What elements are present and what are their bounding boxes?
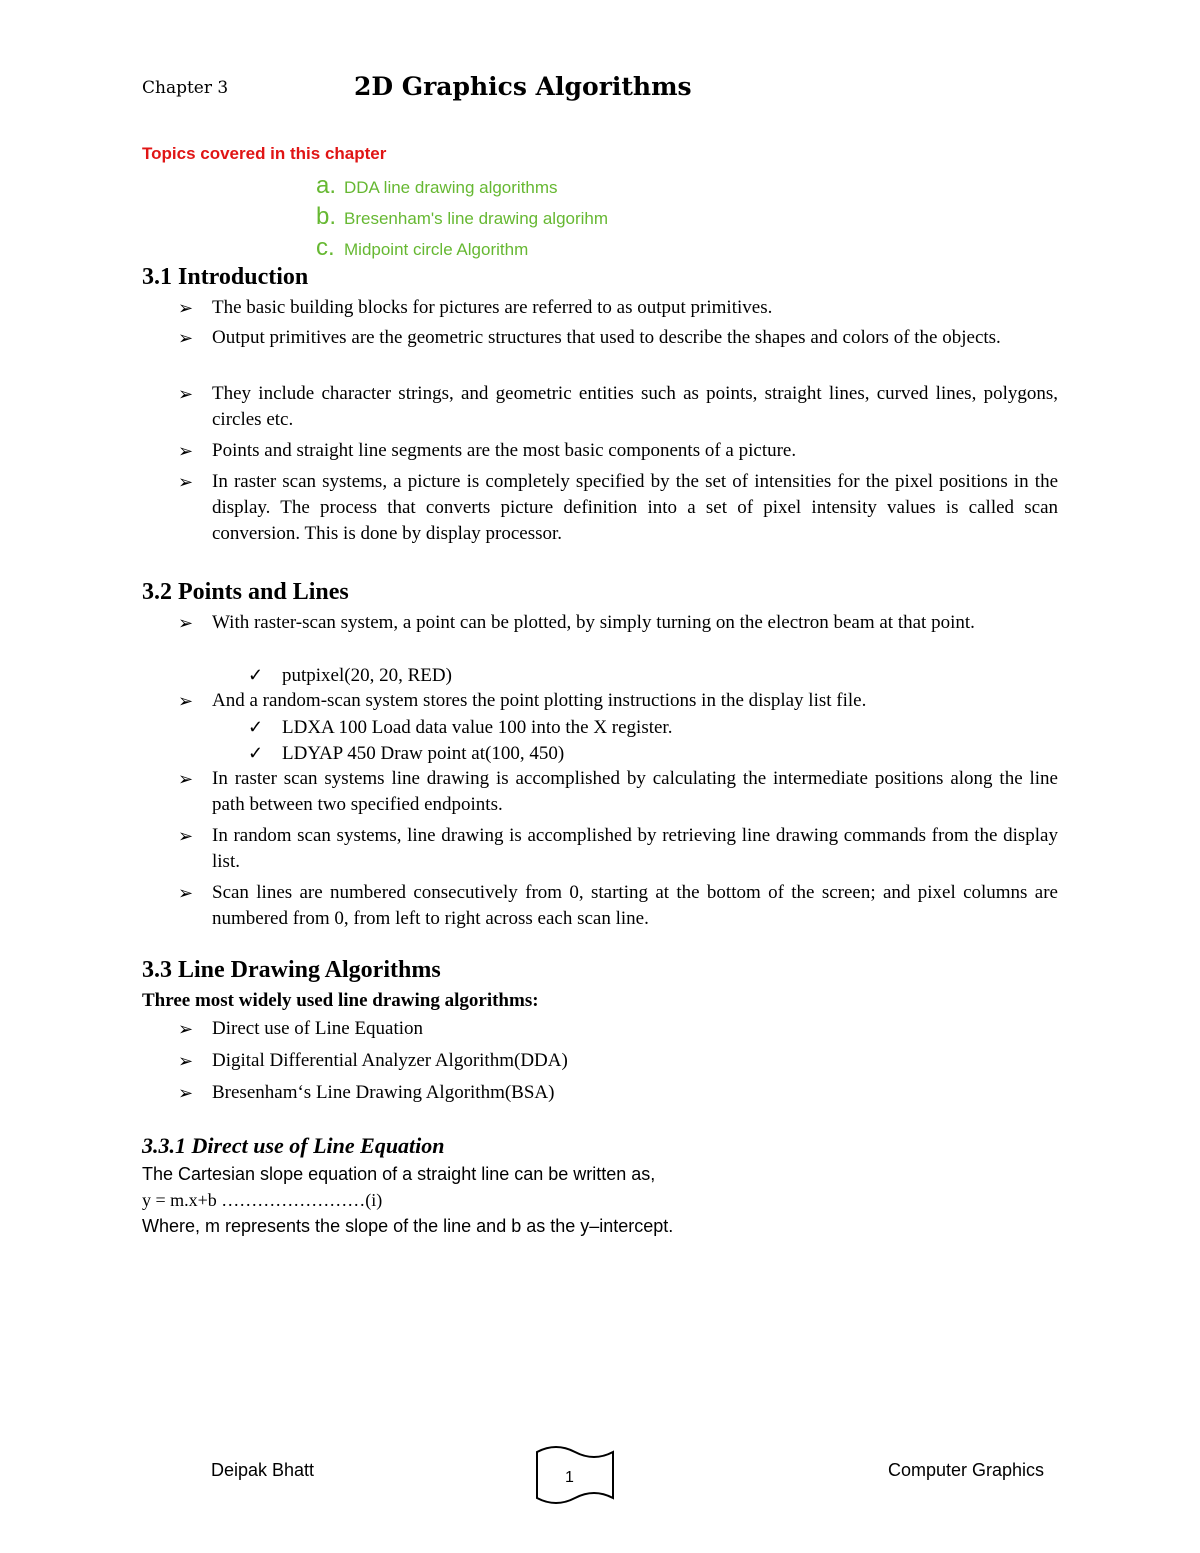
bullet-text: Points and straight line segments are the most basic components of a picture. [212,440,797,461]
bullet-item [178,766,1058,818]
check-text: putpixel(20, 20, RED) [282,665,452,686]
bullet-text: Digital Differential Analyzer Algorithm(DDA) [212,1050,568,1071]
bullet-text: In raster scan systems, a picture is completely specified by the set of intensities for the pixel positions in the display. The process that converts picture definition into a set of pixel intensity values is called scan conversion. This is done by display processor. [212,471,1058,544]
arrow-bullet-icon: ➢ [178,1019,194,1039]
footer-author: Deipak Bhatt [211,1460,315,1480]
arrow-bullet-icon: ➢ [178,613,194,633]
check-item [248,740,564,767]
bullet-item [178,381,1058,433]
arrow-bullet-icon: ➢ [178,298,194,318]
bullet-item [178,1048,1058,1074]
arrow-bullet-icon: ➢ [178,384,194,404]
bullet-item [178,823,1058,875]
topic-item [316,234,528,262]
bullet-item [178,610,1058,636]
topic-marker: a. [316,172,337,199]
topic-text: DDA line drawing algorithms [344,178,558,197]
paragraph-line: The Cartesian slope equation of a straight line can be written as, [142,1164,656,1184]
bullet-item [178,469,1058,547]
bullet-text: In raster scan systems line drawing is accomplished by calculating the intermediate positions along the line path between two specified endpoints. [212,768,1058,815]
check-item [248,662,452,689]
arrow-bullet-icon: ➢ [178,826,194,846]
arrow-bullet-icon: ➢ [178,472,194,492]
bullet-item [178,1080,1058,1106]
bullet-text: The basic building blocks for pictures are referred to as output primitives. [212,297,773,318]
bullet-text: They include character strings, and geometric entities such as points, straight lines, curved lines, polygons, circles etc. [212,383,1058,430]
check-text: LDYAP 450 Draw point at(100, 450) [282,743,565,764]
topic-text: Bresenham's line drawing algorihm [344,209,609,228]
check-icon: ✓ [248,743,264,763]
arrow-bullet-icon: ➢ [178,328,194,348]
section-heading-line-drawing: 3.3 Line Drawing Algorithms [142,957,441,983]
topics-heading: Topics covered in this chapter [142,144,387,163]
page-number: 1 [565,1469,574,1486]
check-icon: ✓ [248,665,264,685]
chapter-title: 2D Graphics Algorithms [354,72,692,101]
topic-marker: c. [316,234,335,261]
bullet-item [178,438,1058,464]
arrow-bullet-icon: ➢ [178,1083,194,1103]
bullet-text: And a random-scan system stores the point plotting instructions in the display list file. [212,690,867,711]
check-item [248,714,672,741]
bullet-item [178,325,1058,351]
bullet-item [178,880,1058,932]
footer-subject: Computer Graphics [888,1460,1045,1480]
bullet-text: Scan lines are numbered consecutively from 0, starting at the bottom of the screen; and pixel columns are numbered from 0, from left to right across each scan line. [212,882,1058,929]
topic-text: Midpoint circle Algorithm [344,240,529,259]
section-heading-introduction: 3.1 Introduction [142,264,309,290]
bullet-item [178,688,1058,714]
subsection-heading-direct: 3.3.1 Direct use of Line Equation [142,1133,445,1158]
bullet-item [178,1016,1058,1042]
chapter-label: Chapter 3 [142,78,229,98]
line-drawing-subheading: Three most widely used line drawing algorithms: [142,990,539,1011]
topic-item [316,172,558,200]
bullet-text: With raster-scan system, a point can be plotted, by simply turning on the electron beam at that point. [212,612,975,633]
section-heading-points-lines: 3.2 Points and Lines [142,579,349,605]
paragraph-line: Where, m represents the slope of the line and b as the y–intercept. [142,1216,674,1236]
topic-item [316,203,608,231]
bullet-text: Output primitives are the geometric structures that used to describe the shapes and colors of the objects. [212,327,1001,348]
bullet-item [178,295,1058,321]
bullet-text: Direct use of Line Equation [212,1018,424,1039]
arrow-bullet-icon: ➢ [178,1051,194,1071]
equation-line: y = m.x+b ……………………(i) [142,1190,383,1210]
arrow-bullet-icon: ➢ [178,883,194,903]
arrow-bullet-icon: ➢ [178,691,194,711]
topic-marker: b. [316,203,337,230]
check-icon: ✓ [248,717,264,737]
arrow-bullet-icon: ➢ [178,769,194,789]
bullet-text: In random scan systems, line drawing is accomplished by retrieving line drawing commands from the display list. [212,825,1058,872]
page-number-banner-icon [534,1444,616,1506]
check-text: LDXA 100 Load data value 100 into the X register. [282,717,673,738]
bullet-text: Bresenham‘s Line Drawing Algorithm(BSA) [212,1082,555,1103]
arrow-bullet-icon: ➢ [178,441,194,461]
